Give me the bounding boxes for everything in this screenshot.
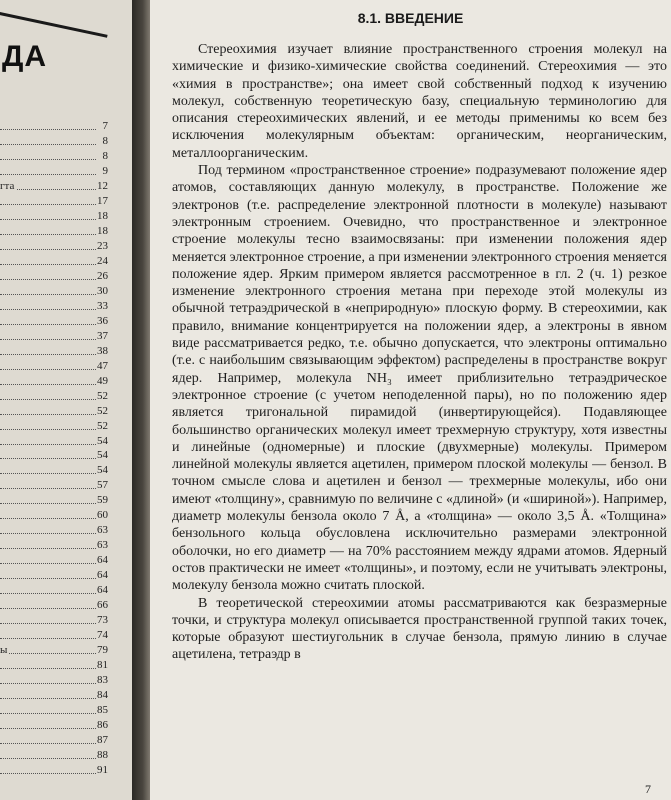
toc-dot-leader (0, 713, 96, 714)
toc-page-number: 38 (97, 345, 108, 357)
toc-entry (0, 166, 108, 177)
toc-entry (0, 331, 108, 342)
toc-page-number: 79 (97, 644, 108, 656)
toc-dot-leader (0, 458, 96, 459)
toc-dot-leader (0, 234, 96, 235)
toc-entry (0, 585, 108, 596)
paragraph: Стереохимия изучает влияние пространственного строения молекул на химические и физико-химические свойства соединений. Стереохимия — это «химия в пространстве»; она имеет свой собственный подход к изучению молекул, собственную теоретическую базу, специальную терминологию для описания стереохимических явлений, и ее методы применимы ко всем без исключения молекулярным объектам: органическим, неорганическим, металлоорганическим. (172, 42, 667, 161)
toc-entry (0, 151, 108, 162)
toc-dot-leader (0, 578, 96, 579)
section-heading: 8.1. ВВЕДЕНИЕ (357, 10, 464, 26)
toc-page-number: 74 (97, 629, 108, 641)
toc-entry (0, 690, 108, 701)
toc-dot-leader (0, 638, 96, 639)
right-page (150, 0, 671, 800)
toc-entry (0, 660, 108, 671)
toc-entry (0, 495, 108, 506)
toc-entry (0, 600, 108, 611)
toc-dot-leader (0, 399, 96, 400)
toc-page-number: 52 (97, 420, 108, 432)
toc-entry (0, 196, 108, 207)
toc-dot-leader (0, 309, 96, 310)
toc-page-number: 37 (97, 330, 108, 342)
toc-page-number: 18 (97, 210, 108, 222)
toc-entry (0, 361, 108, 372)
toc-dot-leader (0, 548, 96, 549)
toc-page-number: 64 (97, 554, 108, 566)
toc-dot-leader (0, 533, 96, 534)
toc-page-number: 49 (97, 375, 108, 387)
toc-dot-leader (0, 758, 96, 759)
toc-dot-leader (0, 159, 96, 160)
toc-page-number: 24 (97, 255, 108, 267)
toc-page-number: 88 (97, 749, 108, 761)
toc-page-number: 12 (97, 180, 108, 192)
toc-dot-leader (0, 698, 96, 699)
toc-page-number: 60 (97, 509, 108, 521)
toc-entry-text: ы (0, 644, 8, 656)
toc-dot-leader (0, 503, 96, 504)
toc-entry (0, 316, 108, 327)
toc-dot-leader (0, 444, 96, 445)
toc-page-number: 59 (97, 494, 108, 506)
toc-dot-leader (0, 728, 96, 729)
toc-entry-text: гта (0, 180, 15, 192)
toc-page-number: 73 (97, 614, 108, 626)
toc-dot-leader (0, 384, 96, 385)
toc-dot-leader (0, 668, 96, 669)
toc-page-number: 64 (97, 584, 108, 596)
toc-page-number: 81 (97, 659, 108, 671)
toc-dot-leader (0, 414, 96, 415)
toc-entry (0, 136, 108, 147)
toc-dot-leader (0, 174, 96, 175)
toc-page-number: 91 (97, 764, 108, 776)
toc-dot-leader (0, 563, 96, 564)
toc-dot-leader (0, 773, 96, 774)
page-number: 7 (645, 782, 651, 796)
toc-page-number: 7 (102, 120, 108, 132)
toc-page-number: 54 (97, 464, 108, 476)
toc-page-number: 23 (97, 240, 108, 252)
toc-entry (0, 555, 108, 566)
toc-page-number: 36 (97, 315, 108, 327)
left-page-heading: ДА (2, 40, 48, 73)
toc-page-number: 47 (97, 360, 108, 372)
toc-entry (0, 525, 108, 536)
toc-entry (0, 765, 108, 776)
toc-page-number: 9 (102, 165, 108, 177)
toc-dot-leader (0, 593, 96, 594)
toc-page-number: 63 (97, 524, 108, 536)
toc-entry (0, 705, 108, 716)
toc-entry (0, 121, 108, 132)
toc-entry (0, 271, 108, 282)
toc-dot-leader (0, 219, 96, 220)
toc-dot-leader (0, 488, 96, 489)
toc-dot-leader (0, 279, 96, 280)
toc-page-number: 85 (97, 704, 108, 716)
toc-dot-leader (0, 518, 96, 519)
decorative-rule (0, 12, 108, 38)
left-page (0, 0, 132, 800)
toc-entry (0, 346, 108, 357)
toc-dot-leader (0, 339, 96, 340)
toc-page-number: 84 (97, 689, 108, 701)
body-text (172, 41, 667, 664)
toc-dot-leader (0, 144, 96, 145)
book-gutter (132, 0, 150, 800)
toc-entry (0, 675, 108, 686)
toc-entry (0, 241, 108, 252)
toc-dot-leader (0, 204, 96, 205)
toc-dot-leader (0, 429, 96, 430)
toc-entry (0, 510, 108, 521)
toc-entry (0, 421, 108, 432)
toc-dot-leader (0, 354, 96, 355)
toc-entry (0, 720, 108, 731)
toc-dot-leader (0, 743, 96, 744)
toc-entry (0, 391, 108, 402)
toc-entry (0, 301, 108, 312)
toc-dot-leader (0, 608, 96, 609)
toc-page-number: 52 (97, 390, 108, 402)
toc-entry (0, 286, 108, 297)
toc-entry (0, 735, 108, 746)
toc-dot-leader (0, 264, 96, 265)
toc-page-number: 64 (97, 569, 108, 581)
toc-dot-leader (0, 129, 96, 130)
toc-page-number: 54 (97, 435, 108, 447)
toc-entry (0, 436, 108, 447)
toc-dot-leader (0, 683, 96, 684)
toc-page-number: 17 (97, 195, 108, 207)
toc-entry (0, 630, 108, 641)
toc-entry (0, 406, 108, 417)
toc-dot-leader (0, 324, 96, 325)
toc-page-number: 63 (97, 539, 108, 551)
toc-page-number: 8 (102, 135, 108, 147)
toc-entry (0, 465, 108, 476)
toc-page-number: 33 (97, 300, 108, 312)
toc-entry (0, 615, 108, 626)
toc-page-number: 8 (102, 150, 108, 162)
toc-dot-leader (0, 473, 96, 474)
toc-entry (0, 181, 108, 192)
toc-dot-leader (0, 623, 96, 624)
toc-page-number: 52 (97, 405, 108, 417)
toc-entry (0, 376, 108, 387)
toc-entry (0, 211, 108, 222)
paragraph: В теоретической стереохимии атомы рассматриваются как безразмерные точки, и структура молекул описывается пространственной группой таких точек, которые образуют шестиугольник в случае бензола, прямую линию в случае ацетилена, тетраэдр в (172, 595, 667, 663)
toc-entry (0, 570, 108, 581)
toc-entry (0, 750, 108, 761)
toc-dot-leader (0, 294, 96, 295)
toc-entry (0, 540, 108, 551)
toc-dot-leader (0, 249, 96, 250)
toc-page-number: 18 (97, 225, 108, 237)
toc-page-number: 83 (97, 674, 108, 686)
toc-dot-leader (0, 369, 96, 370)
toc-entry (0, 256, 108, 267)
toc-page-number: 66 (97, 599, 108, 611)
toc-entry (0, 450, 108, 461)
toc-entry (0, 480, 108, 491)
toc-entry (0, 645, 108, 656)
toc-page-number: 87 (97, 734, 108, 746)
toc-dot-leader (0, 653, 96, 654)
toc-page-number: 26 (97, 270, 108, 282)
toc-page-number: 54 (97, 449, 108, 461)
toc-page-number: 30 (97, 285, 108, 297)
toc-entry (0, 226, 108, 237)
paragraph: Под термином «пространственное строение» подразумевают положение ядер атомов, составляющих данную молекулу, в пространстве. Положение же электронов (т.е. распределение электронной плотности в молекуле) называют электронным строением. Очевидно, что пространственное и электронное строение молекулы тесно взаимосвязаны: при изменении положения ядер меняется электронное строение, а при изменении электронного строения меняется положение ядер. Ярким примером является рассмотренное в гл. 2 (ч. 1) резкое изменение электронного строения метана при переходе этой молекулы из обычной тетраэдрической в «неприродную» плоскую форму. В стереохимии, как правило, внимание концентрируется на положении ядер, а электроны в явном виде рассматривается редко, т.е. обычно допускается, что электроны оптимально (т.е. с наибольшим связывающим эффектом) распределены в пространстве вокруг ядер. Например, молекула NH₃ имеет приблизительно тетраэдрическое электронное строение (с учетом неподеленной пары), но по положению ядер является тригональной пирамидой (инвертирующейся). Подавляющее большинство органических молекул имеет трехмерную структуру, хотя известны и линейные (одномерные) и плоские (двухмерные) молекулы. Примером линейной молекулы является ацетилен, примером плоской молекулы — бензол. В точном смысле слова и ацетилен и бензол — трехмерные молекулы, ибо они имеют «толщину», сравнимую по величине с «длиной» (и «шириной»). Например, диаметр молекулы бензола около 7 Å, а «толщина» — около 3,5 Å. «Толщина» бензольного кольца обусловлена исключительно размерами электронной оболочки, но его диаметр — на 70% расстоянием между ядрами атомов. Ядерный остов практически не имеет «толщины», и поэтому, если не учитывать электроны, молекулу бензола можно считать плоской. (172, 163, 667, 594)
toc-page-number: 57 (97, 479, 108, 491)
toc-page-number: 86 (97, 719, 108, 731)
